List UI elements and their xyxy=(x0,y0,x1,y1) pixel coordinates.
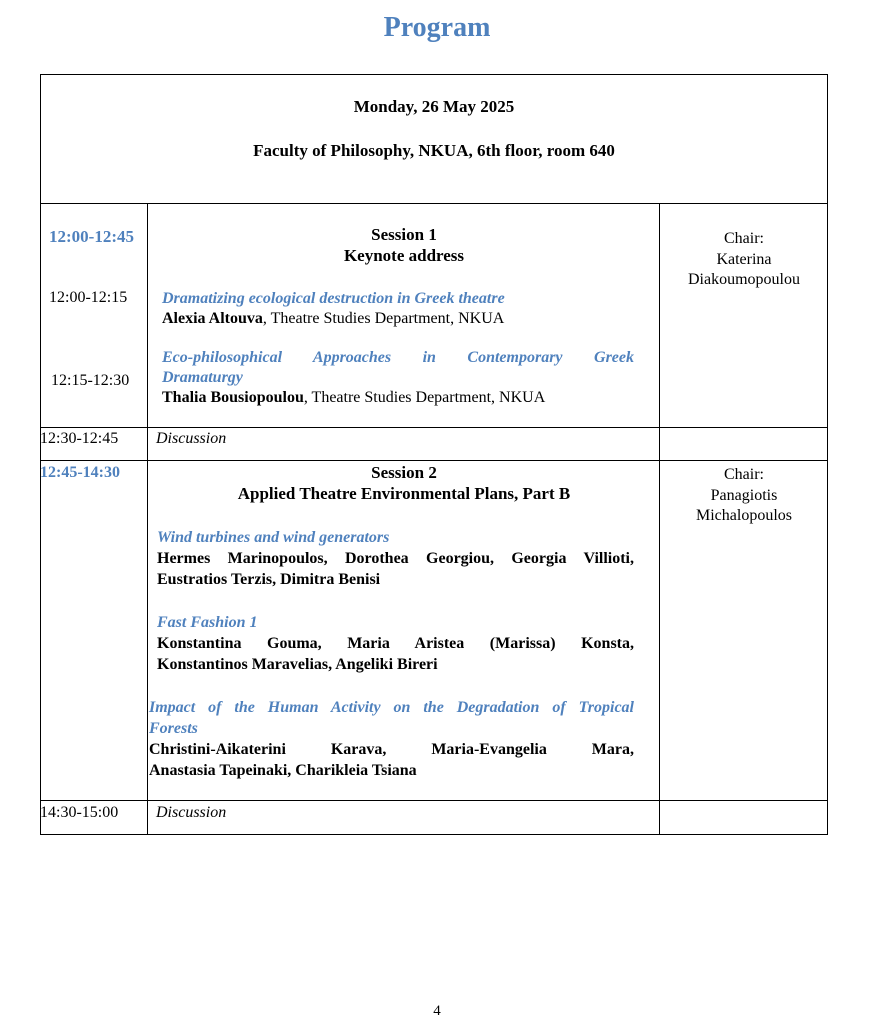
talk-title-cont: Forests xyxy=(149,720,198,737)
discussion-time: 14:30-15:00 xyxy=(40,804,119,821)
row-divider xyxy=(41,800,827,801)
session1-title: Session 1 xyxy=(371,225,437,244)
talk-authors: Christini-Aikaterini Karava, Maria-Evangelia Mara, xyxy=(149,741,634,758)
program-table xyxy=(40,74,828,835)
page-number: 4 xyxy=(433,1003,441,1019)
talk-authors: Hermes Marinopoulos, Dorothea Georgiou, Georgia Villioti, xyxy=(157,550,634,567)
page-title: Program xyxy=(383,12,491,43)
discussion-label: Discussion xyxy=(156,430,227,447)
talk-speaker-line xyxy=(162,309,504,329)
talk-time: 12:00-12:15 xyxy=(49,289,128,306)
talk-speaker: Thalia Bousiopoulou xyxy=(162,389,304,406)
talk-speaker: Alexia Altouva xyxy=(162,310,263,327)
session2-chair-name: Panagiotis Michalopoulos xyxy=(696,487,792,524)
row-divider xyxy=(41,203,827,204)
talk-affiliation: , Theatre Studies Department, NKUA xyxy=(262,310,505,327)
session2-title: Session 2 xyxy=(371,463,437,482)
session1-subtitle: Keynote address xyxy=(343,246,465,265)
talk-authors-cont: Anastasia Tapeinaki, Charikleia Tsiana xyxy=(149,762,417,779)
talk-title: Dramatizing ecological destruction in Greek theatre xyxy=(162,290,505,307)
column-divider xyxy=(147,203,148,834)
session2-subtitle: Applied Theatre Environmental Plans, Part B xyxy=(237,484,571,503)
talk-authors-cont: Konstantinos Maravelias, Angeliki Bireri xyxy=(157,656,438,673)
program-venue: Faculty of Philosophy, NKUA, 6th floor, room 640 xyxy=(253,141,615,160)
program-date: Monday, 26 May 2025 xyxy=(353,97,515,116)
session1-chair-name: Katerina Diakoumopoulou xyxy=(688,251,800,288)
session2-chair-label: Chair: xyxy=(724,466,764,483)
talk-authors: Konstantina Gouma, Maria Aristea (Marissa) Konsta, xyxy=(157,635,634,652)
talk-time: 12:15-12:30 xyxy=(51,372,130,389)
talk-title: Eco-philosophical Approaches in Contemporary Greek xyxy=(162,349,634,366)
talk-title: Wind turbines and wind generators xyxy=(157,529,390,546)
talk-authors-cont: Eustratios Terzis, Dimitra Benisi xyxy=(157,571,381,588)
talk-title: Fast Fashion 1 xyxy=(157,614,258,631)
talk-affiliation: , Theatre Studies Department, NKUA xyxy=(303,389,546,406)
talk-speaker-line xyxy=(162,388,545,408)
discussion-label: Discussion xyxy=(156,804,227,821)
session1-time: 12:00-12:45 xyxy=(49,227,134,246)
row-divider xyxy=(41,460,827,461)
talk-title-cont: Dramaturgy xyxy=(162,369,243,386)
discussion-time: 12:30-12:45 xyxy=(40,430,119,447)
column-divider xyxy=(659,203,660,834)
row-divider xyxy=(41,427,827,428)
session2-time: 12:45-14:30 xyxy=(40,464,120,481)
session1-chair-label: Chair: xyxy=(724,230,764,247)
talk-title: Impact of the Human Activity on the Degradation of Tropical xyxy=(149,699,634,716)
